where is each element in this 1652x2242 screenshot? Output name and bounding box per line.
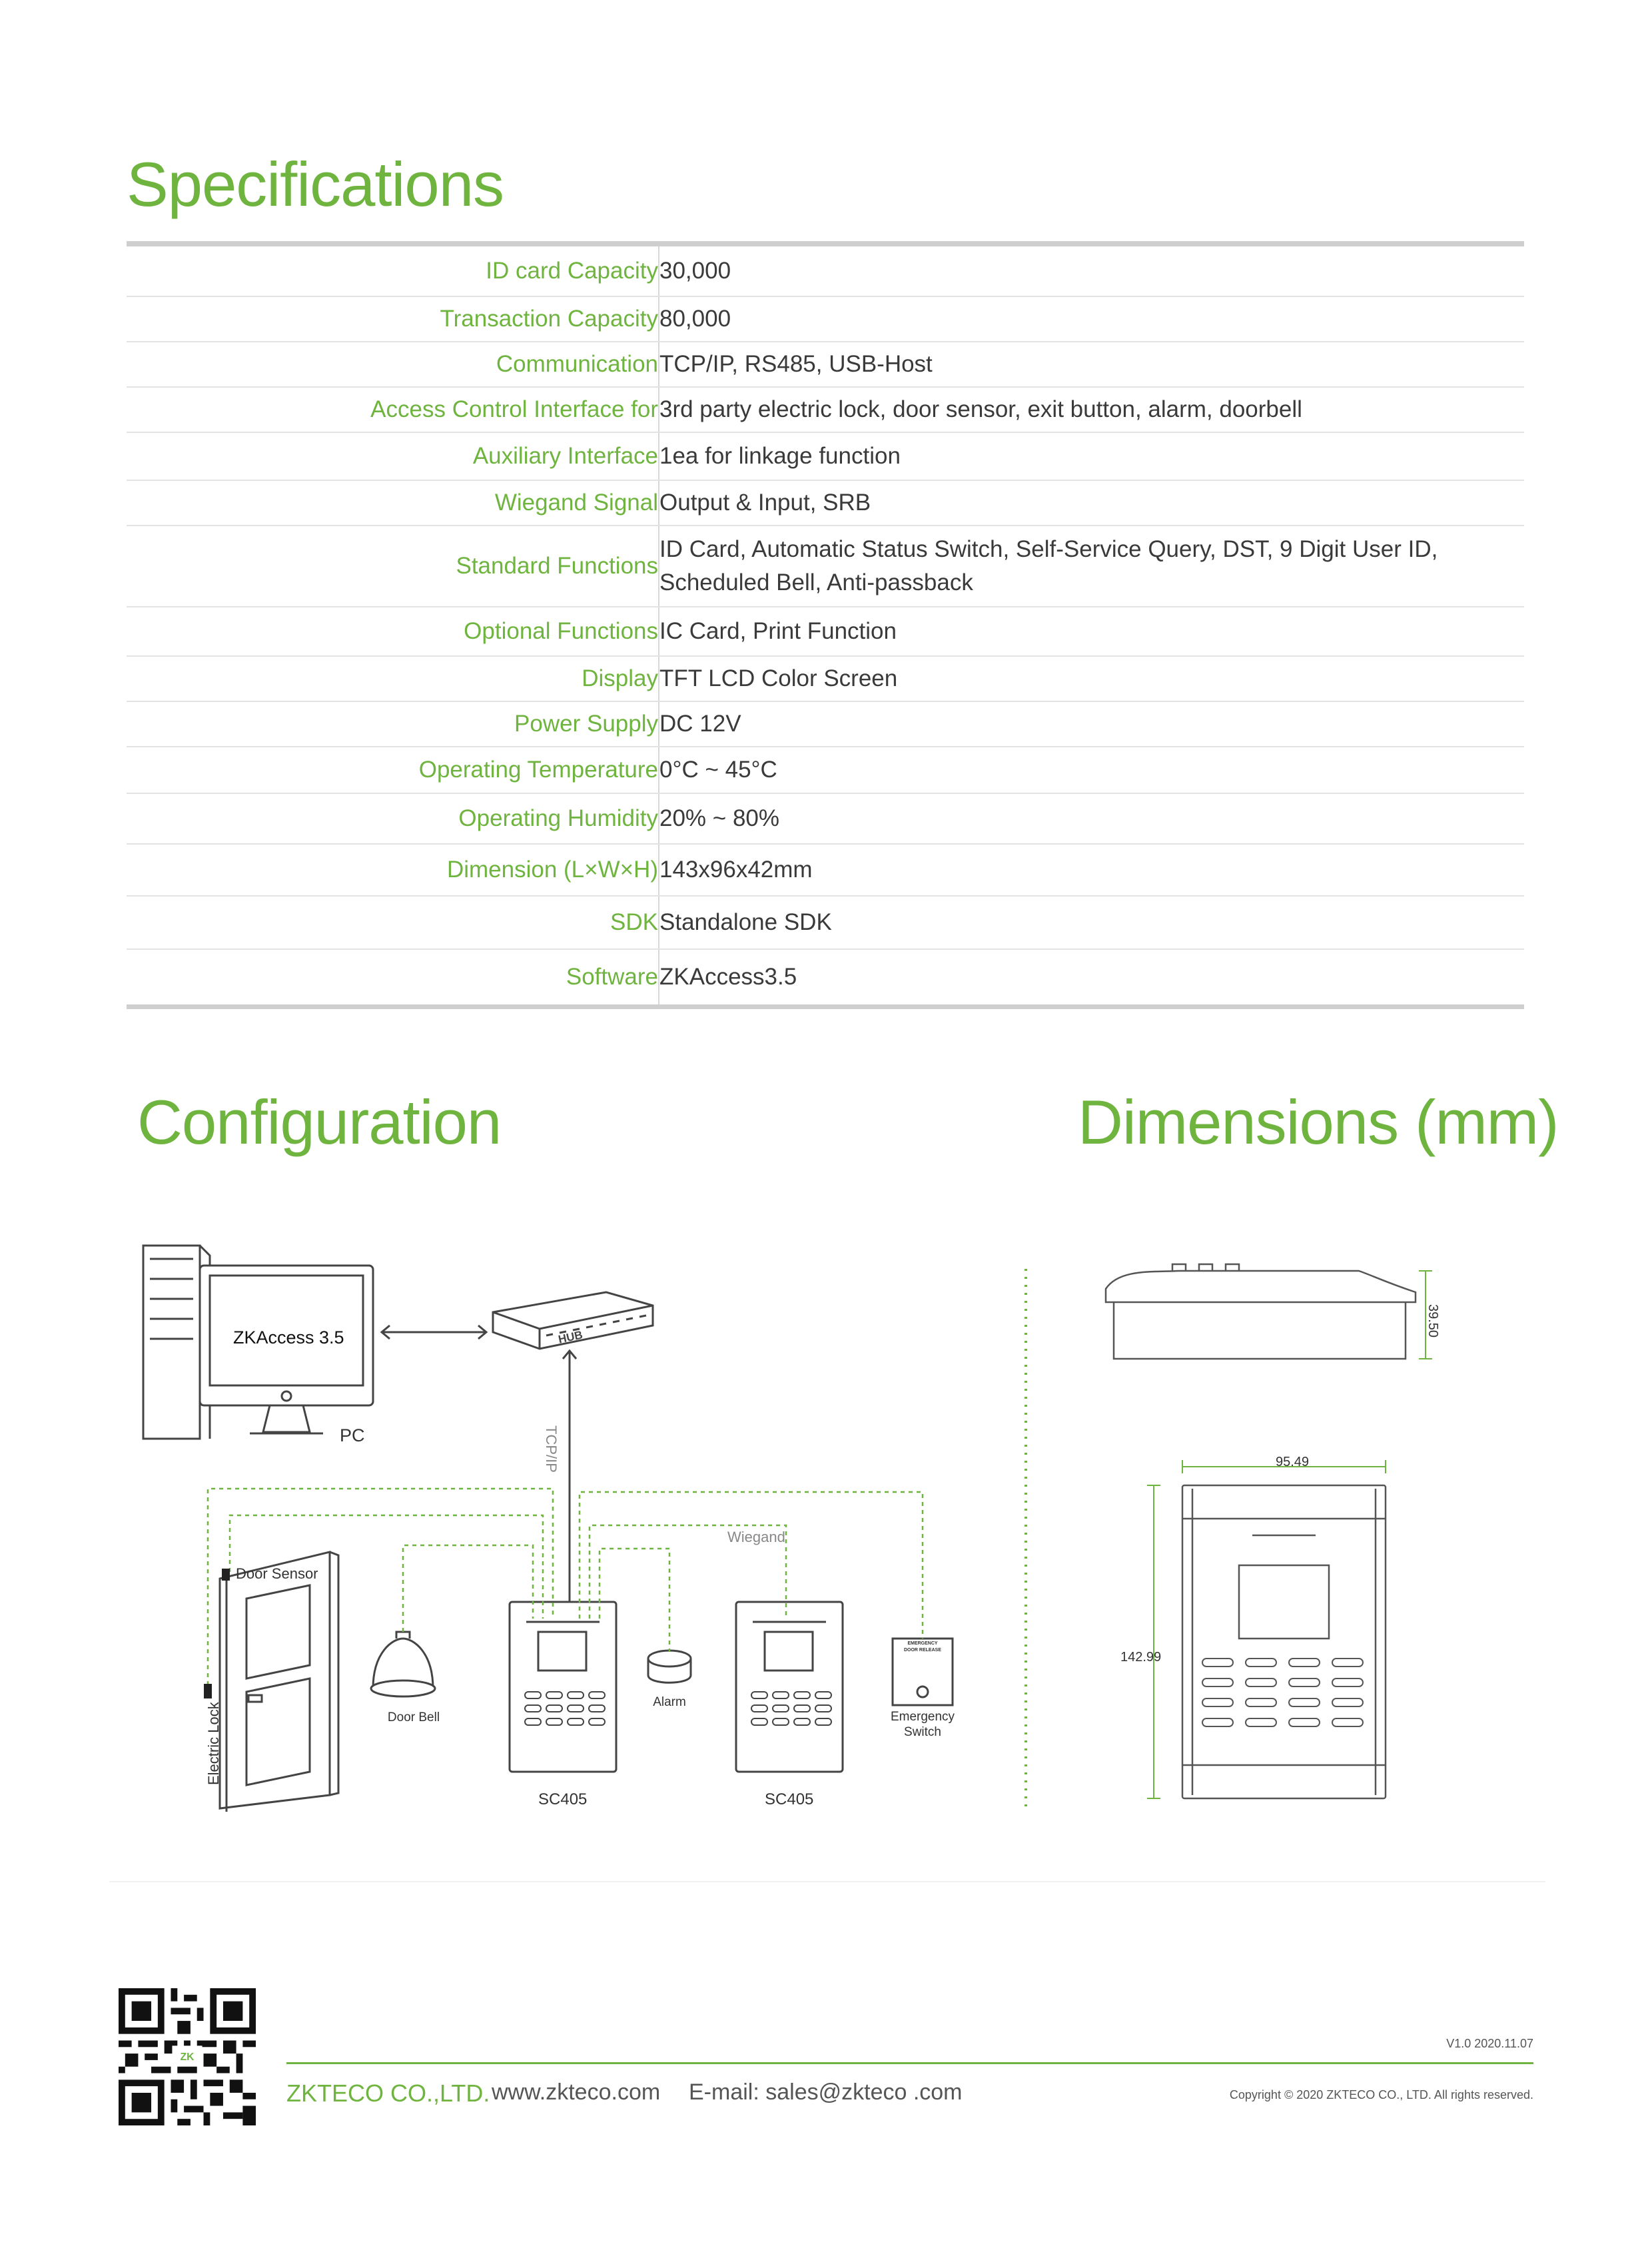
tcpip-label: TCP/IP [543, 1425, 560, 1473]
monitor-icon [200, 1266, 373, 1433]
device-1-label: SC405 [538, 1790, 588, 1808]
spec-value: Output & Input, SRB [659, 480, 1524, 526]
spec-value: IC Card, Print Function [659, 607, 1524, 656]
spec-label: Power Supply [127, 701, 659, 747]
copyright-text: Copyright © 2020 ZKTECO CO., LTD. All rights reserved. [1229, 2088, 1533, 2101]
door-bell-icon [371, 1632, 435, 1696]
emergency-panel-line-1: EMERGENCY [907, 1641, 938, 1646]
spec-value: Standalone SDK [659, 896, 1524, 949]
device-2-label: SC405 [765, 1790, 814, 1808]
spec-row [127, 701, 1524, 747]
spec-label: Dimension (L×W×H) [127, 844, 659, 896]
spec-value: TFT LCD Color Screen [659, 656, 1524, 701]
configuration-title: Configuration [137, 1087, 502, 1157]
door-sensor-label: Door Sensor [236, 1565, 318, 1582]
spec-label: Communication [127, 342, 659, 387]
spec-value: 1ea for linkage function [659, 432, 1524, 480]
specifications-title: Specifications [127, 149, 504, 219]
spec-row [127, 656, 1524, 701]
spec-row [127, 526, 1524, 607]
spec-row [127, 896, 1524, 949]
wiegand-label: Wiegand [727, 1529, 785, 1545]
qr-code-icon [119, 1988, 256, 2125]
dimensions-drawing [1092, 1252, 1465, 1838]
spec-label: Wiegand Signal [127, 480, 659, 526]
spec-label: Operating Humidity [127, 793, 659, 844]
spec-value: ZKAccess3.5 [659, 949, 1524, 1007]
software-label: ZKAccess 3.5 [233, 1327, 344, 1347]
spec-row [127, 480, 1524, 526]
spec-value: DC 12V [659, 701, 1524, 747]
version-text: V1.0 2020.11.07 [1446, 2037, 1533, 2050]
spec-value: 30,000 [659, 246, 1524, 296]
spec-row [127, 246, 1524, 296]
spec-row [127, 342, 1524, 387]
spec-row [127, 949, 1524, 1007]
spec-row [127, 607, 1524, 656]
alarm-icon [648, 1651, 691, 1682]
hub-label: HUB [557, 1328, 584, 1346]
footer-top-divider [109, 1881, 1545, 1882]
spec-row [127, 432, 1524, 480]
spec-label: Software [127, 949, 659, 1007]
spec-value: TCP/IP, RS485, USB-Host [659, 342, 1524, 387]
spec-value: 20% ~ 80% [659, 793, 1524, 844]
height-label: 142.99 [1120, 1650, 1162, 1665]
company-name: ZKTECO CO.,LTD. [286, 2079, 490, 2107]
spec-value: 143x96x42mm [659, 844, 1524, 896]
spec-row [127, 793, 1524, 844]
emergency-panel-line-2: DOOR RELEASE [903, 1648, 941, 1653]
side-height-label: 39.50 [1426, 1304, 1440, 1338]
spec-label: Optional Functions [127, 607, 659, 656]
spec-label: Operating Temperature [127, 747, 659, 793]
spec-row [127, 387, 1524, 432]
spec-row [127, 844, 1524, 896]
spec-row [127, 747, 1524, 793]
spec-row [127, 296, 1524, 342]
pc-label: PC [340, 1425, 365, 1445]
width-label: 95.49 [1276, 1455, 1310, 1469]
electric-lock-label: Electric Lock [205, 1702, 222, 1785]
spec-label: SDK [127, 896, 659, 949]
website-link[interactable]: www.zkteco.com [492, 2079, 661, 2105]
spec-value: ID Card, Automatic Status Switch, Self-Service Query, DST, 9 Digit User ID, Scheduled Bell, Anti-passback [659, 526, 1524, 607]
spec-label: Display [127, 656, 659, 701]
emergency-label-line-2: Switch [904, 1725, 941, 1739]
alarm-label: Alarm [653, 1695, 686, 1709]
spec-label: Standard Functions [127, 526, 659, 607]
footer-green-rule [286, 2062, 1533, 2064]
spec-label: Auxiliary Interface [127, 432, 659, 480]
side-view-icon [1106, 1264, 1416, 1359]
spec-label: Transaction Capacity [127, 296, 659, 342]
dimensions-title: Dimensions (mm) [1078, 1087, 1559, 1157]
sc405-device-2-icon [736, 1602, 843, 1772]
door-icon [220, 1552, 338, 1812]
front-view-icon [1182, 1485, 1386, 1798]
svg-text:ZK: ZK [180, 2051, 195, 2063]
emergency-label-line-1: Emergency [890, 1710, 955, 1724]
spec-label: Access Control Interface for [127, 387, 659, 432]
door-bell-label: Door Bell [387, 1710, 440, 1724]
spec-value: 3rd party electric lock, door sensor, exit button, alarm, doorbell [659, 387, 1524, 432]
specifications-table [127, 241, 1524, 1009]
spec-value: 80,000 [659, 296, 1524, 342]
sc405-device-1-icon [510, 1602, 616, 1772]
spec-label: ID card Capacity [127, 246, 659, 296]
configuration-diagram [127, 1226, 1032, 1865]
email-link[interactable]: E-mail: sales@zkteco .com [689, 2079, 963, 2105]
spec-value: 0°C ~ 45°C [659, 747, 1524, 793]
